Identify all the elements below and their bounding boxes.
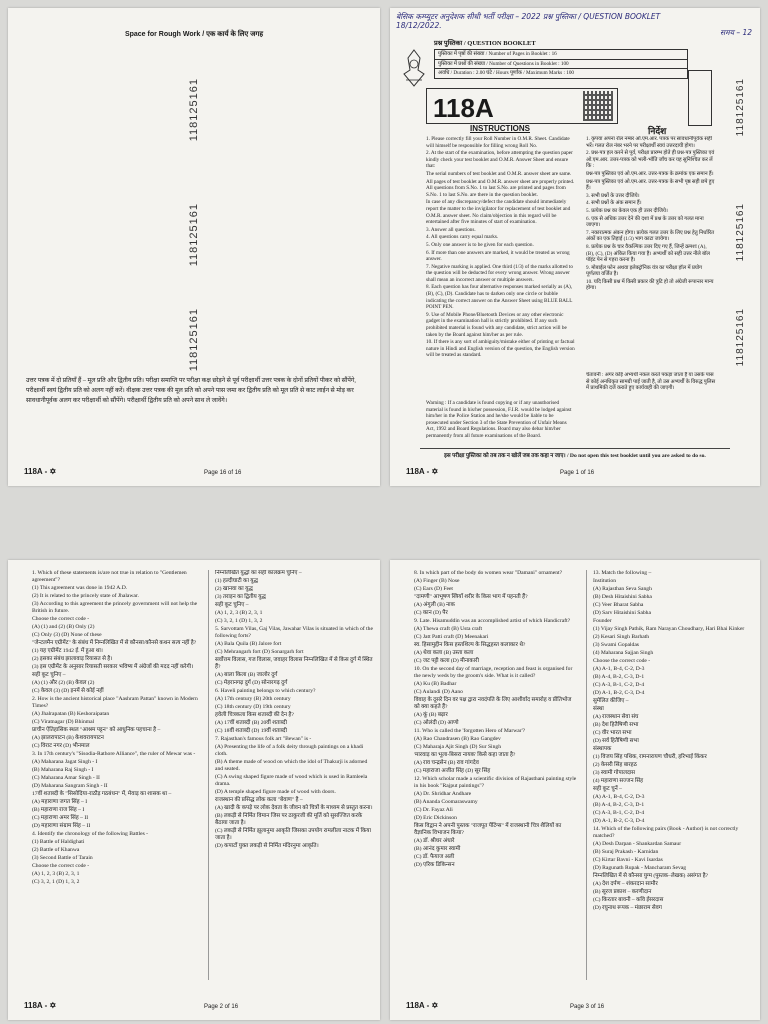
page-number: Page 3 of 16 (570, 1004, 605, 1010)
text-line: 9. Use of Mobile Phone/Bluetooth Devices or any other electronic gadget in the examination hall is strictly prohibited. If any such prohibited material is found with any candidate, strict action will be taken by the Board against him/her as per rule. (426, 311, 567, 338)
text-line: (C) Maharaja Ajit Singh (D) Sur Singh (414, 744, 502, 750)
serial-number: 118125161 (188, 203, 200, 267)
text-line: (D) Sarv Hitaishini Sabha (593, 610, 651, 616)
serial-number: 118125161 (735, 78, 746, 137)
text-line: (A) राजस्थान सेवा संघ (593, 714, 639, 720)
text-line: (A) देश दर्पण – शंकरदान सामौर (593, 881, 658, 887)
text-line: (C) Dr. Fayaz Ali (414, 807, 453, 813)
booklet-number-box (688, 70, 712, 126)
text-line: प्रश्न-पत्र पुस्तिका एवं ओ.एम.आर. उत्तर-पत्रक के क्रमांक एक समान हैं। (586, 170, 714, 177)
text-line: (A) 1, 2, 3 (B) 2, 3, 1 (32, 871, 80, 877)
text-line: (4) Maharana Sajjan Singh (593, 650, 654, 656)
text-line: (A) Rajasthan Seva Sangh (593, 586, 652, 592)
text-line: (C) Only (3) (D) None of these (32, 632, 102, 638)
text-line: (D) महाराणा संग्राम सिंह – II (32, 823, 91, 829)
text-line: (A) थेवा कला (B) उस्ता कला (414, 650, 474, 656)
booklet-meta (434, 38, 688, 79)
text-line: (1) यह एग्रीमेंट 1942 ई. में हुआ था। (32, 648, 103, 654)
text-line: (A) Dr. Shridhar Andhare (414, 791, 472, 797)
page-number: Page 1 of 16 (560, 470, 595, 476)
serial-number: 118125161 (735, 308, 746, 367)
text-line: 8. In which part of the body do women wear "Damani" ornament? (414, 570, 563, 576)
text-line: 17वीं शताब्दी के "सिसोदिया-राठौड़ गठबंधन" में, मेवाड़ का शासक था – (32, 791, 172, 797)
text-line: (1) हल्दीघाटी का युद्ध (215, 578, 258, 584)
text-line: The serial numbers of test booklet and O.M.R. answer sheet are same. (426, 170, 572, 177)
text-line: निम्नलिखित युद्धों का सही कालक्रम चुनिए – (215, 570, 302, 576)
text-line: (C) विराट नगर (D) भीनमाल (32, 743, 90, 749)
text-line: (2) Kesari Singh Barhath (593, 634, 650, 640)
text-line: (C) कान (D) पैर (414, 610, 448, 616)
text-line: 6. Haveli painting belongs to which century? (215, 688, 316, 694)
text-line: प्रश्न-पत्र पुस्तिका एवं ओ.एम.आर. उत्तर-पत्रक के सभी पृष्ठ सही छपे हुए हैं। (586, 178, 715, 192)
booklet-title: प्रश्न पुस्तिका / QUESTION BOOKLET (434, 40, 536, 47)
text-line: (C) A-3, B-1, C-2, D-4 (593, 682, 645, 688)
text-line: (3) Swami Gopaldas (593, 642, 639, 648)
meta-row: अवधि / Duration : 2.00 घंटे / Hours पूर्णांक / Maximum Marks : 100 (434, 68, 688, 79)
text-line: (C) 3, 2, 1 (D) 1, 3, 2 (215, 618, 263, 624)
text-line: (B) लकड़ी से निर्मित विमान जिस पर ठाकुरजी की मूर्ति को सुसज्जित करके बैठाया जाता है। (215, 813, 363, 826)
text-line: (C) 3, 2, 1 (D) 1, 3, 2 (32, 879, 80, 885)
qr-code-icon (583, 91, 613, 121)
text-line: (A) Finger (B) Nose (414, 578, 460, 584)
warning-en: Warning : If a candidate is found copying or if any unauthorised material is found in his/her possession, F.I.R. would be lodged against him/her in the Police Station and he/she would be liable to be prosecuted under Section 3 of the State Prevention of Unfair Means Act, 1992 and Board Regulations. Board may also debar him/her permanently from all future examinations of the Board. (426, 400, 572, 439)
text-line: (1) This agreement was done in 1942 A.D. (32, 585, 128, 591)
text-line: (B) Maharana Raj Singh - I (32, 767, 94, 773)
serial-number: 118125161 (188, 308, 200, 372)
text-line: (C) 18वीं शताब्दी (D) 19वीं शताब्दी (215, 728, 287, 734)
text-line: (A) (1) और (2) (B) केवल (2) (32, 680, 95, 686)
paper-code-footer: 118A - ✡ (406, 467, 439, 476)
text-line: संस्थापक (593, 746, 612, 752)
handwritten-title: बेसिक कम्प्यूटर अनुदेशक सीधी भर्ती परीक्षा – 2022 प्रश्न पुस्तिका / QUESTION BOOKLET 18/12/2022. (396, 12, 661, 30)
text-line: (1) Battle of Haldighati (32, 839, 85, 845)
bottom-notice: इस परीक्षा पुस्तिका को तब तक न खोलें जब तक कहा न जाए। / Do not open this test booklet until you are asked to do so. (420, 448, 730, 459)
text-line: 3. Answer all questions. (426, 226, 476, 233)
text-line: (C) Ears (D) Feet (414, 586, 453, 592)
text-line: (A) खादी के कपड़े पर लोक देवता के जीवन को चित्रों के माध्यम से प्रस्तुत करना। (215, 805, 373, 811)
text-line: (3) According to this agreement the princely government will not help the British in future. (32, 601, 198, 614)
text-line: 4. सभी प्रश्नों के अंक समान हैं। (586, 200, 642, 207)
text-line: (A) Jhalrapatan (B) Keshoraipatan (32, 711, 110, 717)
text-line: (C) डॉ. फैयाज अली (414, 854, 455, 860)
sheet-page-1 (390, 8, 760, 486)
text-line: (A) 17th century (B) 20th century (215, 696, 291, 702)
text-line: (A) A-1, B-4, C-2, D-3 (593, 666, 645, 672)
text-line: (C) महाराजा अजीत सिंह (D) सूर सिंह (414, 768, 491, 774)
text-line: 11. Who is called the 'forgotten Hero of Marwar'? (414, 728, 526, 734)
text-line: प्राचीन ऐतिहासिक स्थल "आश्रम पट्टन" को आधुनिक पहचाना है – (32, 727, 161, 733)
paper-code-footer: 118A - ✡ (24, 467, 57, 476)
text-line: 10. If there is any sort of ambiguity/mistake either of printing or factual nature in Hindi and English version of the question, the English version will be treated as standard. (426, 339, 575, 359)
text-line: (D) एरिक डिकिन्सन (414, 862, 455, 868)
text-line: 6. If more than one answers are marked, it would be treated as wrong answer. (426, 249, 570, 263)
text-line: 'मारवाड़ का भूला-बिसरा नायक' किसे कहा जाता है? (414, 752, 516, 758)
text-line: (B) Suraj Prakash - Karnidan (593, 849, 659, 855)
text-line: (A) कूं (B) बढ़ार (414, 712, 448, 718)
text-line: (B) Ananda Coomaraswamy (414, 799, 478, 805)
text-line: (A) राव चन्द्रसेन (B) राव गांगदेव (414, 760, 479, 766)
text-line: (2) Battle of Khanwa (32, 847, 80, 853)
text-line: 10. On the second day of marriage, reception and feast is organised for the newly weds by the groom's side. What is it called? (414, 666, 573, 679)
text-line: (A) Thewa craft (B) Usta craft (414, 626, 483, 632)
text-line: (D) A temple shaped figure made of wood with doors. (215, 789, 336, 795)
text-line: (B) आनंद कुमार स्वामी (414, 846, 461, 852)
text-line: (C) Maharana Amar Singh - II (32, 775, 100, 781)
text-line: "जेन्टलमैन एग्रीमेंट" के संबंध में निम्नलिखित में से कौनसा/कौनसे कथन सत्य नहीं है? (32, 640, 197, 646)
serial-number: 118125161 (735, 203, 746, 262)
paper-code-footer: 118A - ✡ (406, 1001, 439, 1010)
text-line: सही कूट चुनिए – (215, 602, 249, 608)
text-line: (4) महाराणा सज्जन सिंह (593, 778, 644, 784)
meta-row: पुस्तिका में पृष्ठों की संख्या / Number of Pages in Booklet : 16 (434, 49, 688, 59)
text-line: 2. प्रश्न-पत्र हल करने से पूर्व, परीक्षा प्रारम्भ होते ही प्रश्न-पत्र पुस्तिका एवं ओ.एम.आर. उत्तर-पत्रक को भली-भाँति जाँच कर यह सुनिश्चित कर लें कि : (586, 150, 715, 170)
text-line: (2) It is related to the princely state of Jhalawar. (32, 593, 139, 599)
text-line: (A) Maharana Jagat Singh - I (32, 759, 98, 765)
text-line: (1) विजय सिंह पथिक, रामनारायण चौधरी, हरिभाई किंकर (593, 754, 707, 760)
text-line: स्व. हिसामुद्दीन किस हस्तशिल्प के सिद्धहस्त कलाकार थे? (414, 642, 526, 648)
text-line: (B) A theme made of wood on which the idol of Thakurji is adorned and seated. (215, 759, 368, 772)
text-line: (C) Jatt Patti craft (D) Meenakari (414, 634, 489, 640)
text-line: (A) 1, 2, 3 (B) 2, 3, 1 (215, 610, 263, 616)
text-line: 6. एक से अधिक उत्तर देने की दशा में प्रश्न के उत्तर को गलत माना जाएगा। (586, 215, 704, 229)
text-line: 1. Please correctly fill your Roll Number in O.M.R. Sheet. Candidate will himself be responsible for filling wrong Roll No. (426, 136, 570, 149)
text-line: (A) (1) and (2) (B) Only (2) (32, 624, 95, 630)
text-line: 5. प्रत्येक प्रश्न का केवल एक ही उत्तर दीजिये। (586, 207, 668, 214)
text-line: 7. नकारात्मक अंकन होगा। प्रत्येक गलत उत्तर के लिए प्रश्न हेतु निर्धारित अंकों का एक तिहाई (1/3) भाग काटा जायेगा। (586, 229, 715, 243)
text-line: (2) खानवा का युद्ध (215, 586, 253, 592)
text-line: 3. सभी प्रश्नों के उत्तर दीजिये। (586, 192, 640, 199)
text-line: (C) मेहरानगढ़ दुर्ग (D) सोनारगढ़ दुर्ग (215, 680, 288, 686)
text-line: सर्वोत्तम विलास, गज विलास, जवाहर विलास निम्नलिखित में से किस दुर्ग में स्थित हैं? (215, 657, 373, 670)
text-line: (B) देश हितैषिणी सभा (593, 722, 639, 728)
text-line: (C) लकड़ी से निर्मित झूलानुमा आकृति जिसका उपयोग रामलीला नाटक में किया जाता है। (215, 828, 371, 841)
text-line: 7. Rajasthan's famous folk art "Bewan" is - (215, 736, 312, 742)
text-line: (C) महाराणा अमर सिंह – II (32, 815, 89, 821)
text-line: (2) इसका संबंध झालावाड़ रियासत से है। (32, 656, 113, 662)
text-line: (C) A swing shaped figure made of wood which is used in Ramleela drama. (215, 774, 368, 787)
text-line: In case of any discrepancy/defect the candidate should immediately report the matter to the invigilator for replacement of test booklet and O.M.R. answer sheet. No claim/objection in this regard will be entertained after five minutes of start of examination. (426, 199, 571, 226)
text-line: 5. Sarvottam Vilas, Gaj Vilas, Jawahar Vilas is situated in which of the following forts? (215, 626, 373, 639)
sheet-page-2 (8, 560, 380, 1020)
text-line: Institution (593, 578, 616, 584)
text-line: Choose the correct code - (593, 658, 651, 664)
text-line: 10. यदि किसी प्रश्न में किसी प्रकार की त्रुटि हो तो अंग्रेजी रूपान्तर मान्य होगा। (586, 278, 714, 292)
text-line: (B) A-4, B-2, C-3, D-1 (593, 674, 645, 680)
text-line: (C) Kirtar Bavni - Kavi Isardas (593, 857, 663, 863)
text-line: (C) केवल (3) (D) इनमें से कोई नहीं (32, 688, 104, 694)
text-line: 8. प्रत्येक प्रश्न के चार वैकल्पिक उत्तर दिए गए हैं, जिन्हें क्रमशः (A), (B), (C), (D) अंकित किया गया है। अभ्यर्थी को सही उत्तर नीले बॉल पॉइंट पेन से गहरा करना है। (586, 243, 710, 264)
text-line: Choose the correct code - (32, 616, 90, 622)
text-line: (C) जट पट्टी कला (D) मीनाकारी (414, 658, 479, 664)
text-line: Choose the correct code - (32, 863, 90, 869)
text-line: (A) डॉ. श्रीधर अंधारे (414, 838, 455, 844)
text-line: किस विद्वान ने अपनी पुस्तक "राजपूत पेंटिंग्स" में राजस्थानी चित्र शैलियों का वैज्ञानिक विभाजन किया? (414, 823, 562, 836)
text-line: "दामणी" आभूषण स्त्रियाँ शरीर के किस भाग में पहनती हैं? (414, 594, 528, 600)
paper-code-footer: 118A - ✡ (24, 1001, 57, 1010)
text-line: All pages of test booklet and O.M.R. answer sheet are properly printed. All questions from S.No. 1 to last S.No. are printed and pages from S.No. 1 to last S.No. are there in the question booklet. (426, 178, 575, 198)
text-line: सुमेलित कीजिए – (593, 698, 629, 704)
text-line: 3. In 17th century's "Sisodia-Rathore Alliance", the ruler of Mewar was - (32, 751, 196, 757)
question-column-2 (586, 570, 755, 980)
instructions-hi (586, 136, 716, 368)
text-line: (B) महाराणा राज सिंह – I (32, 807, 85, 813)
answer-sheet-note: उत्तर पत्रक में दो प्रतियाँ हैं – मूल प्रति और द्वितीय प्रति। परीक्षा समाप्ति पर परीक्षा कक्ष छोड़ने से पूर्व परीक्षार्थी उत्तर पत्रक के दोनों प्रतियों पीकर को सौंपेंगे, परीक्षार्थी स्वयं द्वितीय प्रति को अलग नहीं करें। वीक्षक उत्तर पत्रक की मूल प्रति को अपने पास जमा कर द्वितीय प्रति को मूल प्रति से काट लाईन से मोड़ कर सावधानीपूर्वक अलग कर परीक्षार्थी को सौंपेंगे। परीक्षार्थी द्वितीय प्रति को अपने साथ ले जावेंगे। (26, 377, 356, 404)
handwritten-time: समय – 12 (720, 28, 752, 37)
text-line: 5. Only one answer is to be given for each question. (426, 241, 534, 248)
page-number: Page 2 of 16 (204, 1004, 239, 1010)
text-line: (1) Vijay Singh Pathik, Ram Narayan Choudhary, Hari Bhai Kinker (593, 626, 745, 632)
text-line: (A) Presenting the life of a folk deity through paintings on a khadi cloth. (215, 744, 364, 757)
rough-work-header: Space for Rough Work / एक कार्य के लिए जगह (124, 31, 264, 38)
question-column-2 (208, 570, 375, 980)
text-line: 13. Match the following – (593, 570, 652, 576)
text-line: (C) Veer Bharat Sabha (593, 602, 644, 608)
text-line: 2. How is the ancient historical place "Aashram Pattan" known in Modern Times? (32, 696, 198, 709)
text-line: 1. कृपया अपना रोल नम्बर ओ.एम.आर. पत्रक पर सावधानीपूर्वक सही भरें। गलत रोल नंबर भरने पर परीक्षार्थी स्वयं उत्तरदायी होगा। (586, 136, 712, 149)
text-line: (C) Mehrangarh fort (D) Sonargarh fort (215, 649, 304, 655)
text-line: Founder (593, 618, 612, 624)
text-line: (D) A-1, B-2, C-3, D-4 (593, 818, 645, 824)
instructions-en (426, 136, 576, 416)
text-line: 7. Negative marking is applied. One third (1/3) of the marks allotted to the question will be deducted for every wrong answer. Wrong answer shall mean an incorrect answer or multiple answers. (426, 263, 573, 283)
text-line: (A) महाराणा जगत सिंह – I (32, 799, 88, 805)
text-line: (D) Ragunath Rupak - Mancharam Sevag (593, 865, 687, 871)
text-line: (B) सूरज प्रकाश – करणीदान (593, 889, 652, 895)
text-line: (A) अंगुली (B) नाक (414, 602, 455, 608)
text-line: विवाह के दूसरे दिन वर पक्ष द्वारा नवदंपति के लिए आशीर्वाद समारोह व प्रीतिभोज को क्या कहते हैं? (414, 697, 572, 710)
serial-number: 118125161 (188, 78, 200, 142)
paper-code: 118A (433, 93, 494, 123)
question-column-1 (32, 570, 200, 980)
page-number: Page 16 of 16 (204, 470, 242, 476)
meta-row: पुस्तिका में प्रश्नों की संख्या / Number of Questions in Booklet : 100 (434, 59, 688, 69)
text-line: (A) बाला किला (B) जालोर दुर्ग (215, 672, 278, 678)
text-line: संस्था (593, 706, 604, 712)
text-line: (3) स्वामी गोपालदास (593, 770, 636, 776)
text-line: 8. Each question has four alternative responses marked serially as (A), (B), (C), (D). Candidate has to darken only one circle or bubble indicating the correct answer on the Answer Sheet using BLUE BALL POINT PEN. (426, 284, 573, 311)
text-line: (D) Eric Dickinson (414, 815, 457, 821)
sheet-page-16 (8, 8, 380, 486)
text-line: (C) Aulandi (D) Aano (414, 689, 463, 695)
question-column-1 (414, 570, 578, 980)
text-line: (C) वीर भारत सभा (593, 730, 632, 736)
text-line: 14. Which of the following pairs (Book - Author) is not correctly matched? (593, 826, 739, 839)
text-line: (A) Desh Darpan - Shankardan Samaur (593, 841, 682, 847)
text-line: राजस्थान की प्रसिद्ध लोक कला "बेवाण" है – (215, 797, 303, 803)
text-line: 1. Which of these statements is/are not true in relation to "Gentlemen agreement"? (32, 570, 187, 583)
text-line: (A) Ku (B) Badhar (414, 681, 457, 687)
text-line: (B) Desh Hitaishini Sabha (593, 594, 652, 600)
text-line: हवेली चित्रकला किस शताब्दी की देन है? (215, 712, 294, 718)
text-line: (A) Rao Chandrasen (B) Rao Gangdev (414, 736, 501, 742)
text-line: 2. At the start of the examination, before attempting the question paper kindly check your test booklet and O.M.R. Answer Sheet and ensure that: (426, 150, 573, 170)
text-line: 4. All questions carry equal marks. (426, 234, 499, 241)
text-line: (A) 17वीं शताब्दी (B) 20वीं शताब्दी (215, 720, 287, 726)
text-line: (D) रघुनाथ रूपक – मंछाराम सेवग (593, 905, 662, 911)
text-line: (C) 18th century (D) 19th century (215, 704, 291, 710)
instructions-en-title: INSTRUCTIONS (470, 124, 530, 133)
text-line: (C) Viratnagar (D) Bhinmal (32, 719, 95, 725)
text-line: 9. Late. Hisamuddin was an accomplished artist of which Handicraft? (414, 618, 571, 624)
warning-hi: चेतावनी : अगर कोई अभ्यर्थी नकल करते पकड़ा जाता है या उसके पास से कोई अनधिकृत सामग्री पाई जाती है, तो उस अभ्यर्थी के विरुद्ध पुलिस में प्राथमिकी दर्ज कराते हुए कार्यवाही की जाएगी। (586, 372, 716, 392)
text-line: निम्नलिखित में से कौनसा युग्म (पुस्तक–लेखक) असंगत है? (593, 873, 709, 879)
emblem-icon (400, 48, 428, 88)
text-line: (3) इस एग्रीमेंट के अनुसार रियासती सरकार भविष्य में अंग्रेजों की मदद नहीं करेगी। (32, 664, 194, 670)
sheet-page-3 (390, 560, 760, 1020)
text-line: (C) ओलंदी (D) आणो (414, 720, 459, 726)
text-line: (B) A-4, B-2, C-3, D-1 (593, 802, 645, 808)
text-line: सही कूट चुनें – (593, 786, 622, 792)
text-line: (A) झालरापाटन (B) केशवरायपाटन (32, 735, 104, 741)
text-line: (D) सर्व हितैषिणी सभा (593, 738, 639, 744)
text-line: 4. Identify the chronology of the following Battles - (32, 831, 149, 837)
text-line: 9. मोबाईल फोन अथवा इलेक्ट्रॉनिक यंत्र का परीक्षा हॉल में प्रयोग पूर्णतया वर्जित है। (586, 264, 703, 278)
text-line: (3) Second Battle of Tarain (32, 855, 93, 861)
text-line: (C) किरतार बावनी – कवि ईसरदास (593, 897, 664, 903)
text-line: (D) A-1, B-2, C-3, D-4 (593, 690, 645, 696)
text-line: 12. Which scholar made a scientific division of Rajasthani painting style in his book "Rajput paintings"? (414, 776, 577, 789)
text-line: (D) Maharana Sangram Singh - II (32, 783, 108, 789)
text-line: (A) Bala Quila (B) Jalore fort (215, 641, 282, 647)
text-line: सही कूट चुनिए – (32, 672, 66, 678)
text-line: (2) केसरी सिंह बारहठ (593, 762, 637, 768)
text-line: (A) A-1, B-4, C-2, D-3 (593, 794, 645, 800)
text-line: (C) A-3, B-1, C-2, D-4 (593, 810, 645, 816)
text-line: (D) कपाटों युक्त लकड़ी से निर्मित मंदिरनुमा आकृति। (215, 843, 319, 849)
instructions-hi-title: निर्देश (648, 126, 667, 136)
text-line: (3) तराइन का द्वितीय युद्ध (215, 594, 266, 600)
paper-code-box (426, 88, 618, 124)
